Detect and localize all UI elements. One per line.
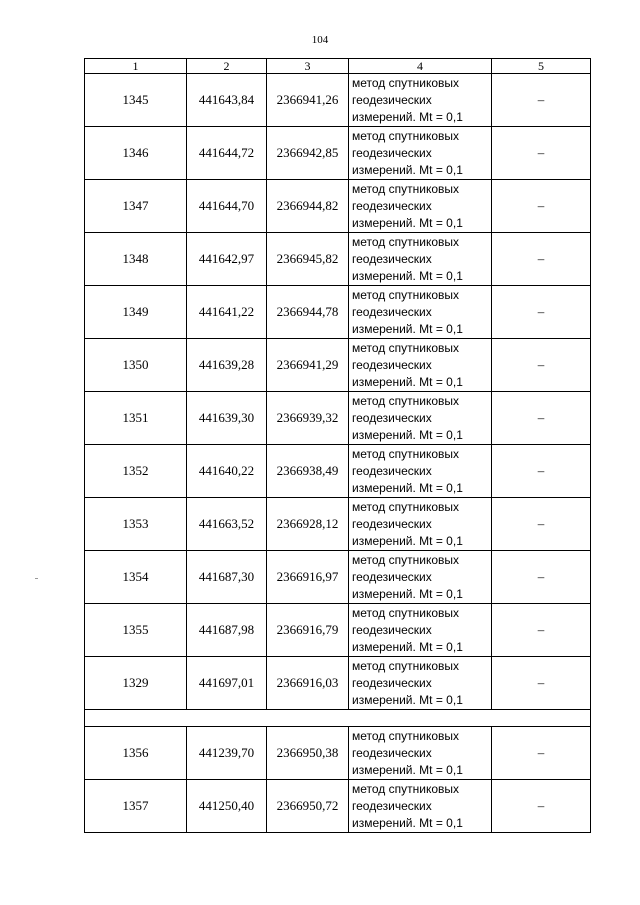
y-coordinate: 2366938,49 <box>267 445 349 498</box>
method-text-line: геодезических <box>352 745 432 760</box>
x-coordinate: 441643,84 <box>187 74 267 127</box>
y-coordinate: 2366944,82 <box>267 180 349 233</box>
method-text-line: геодезических <box>352 410 432 425</box>
method-text-line: измерений. Mt = 0,1 <box>352 639 463 654</box>
method-text-line: геодезических <box>352 251 432 266</box>
method-text-line: метод спутниковых <box>352 75 460 90</box>
method-text-line: метод спутниковых <box>352 552 460 567</box>
y-coordinate: 2366916,79 <box>267 604 349 657</box>
method-cell <box>349 127 492 180</box>
method-text-line: метод спутниковых <box>352 234 460 249</box>
method-cell <box>349 445 492 498</box>
x-coordinate: 441639,30 <box>187 392 267 445</box>
x-coordinate: 441663,52 <box>187 498 267 551</box>
page-number: 104 <box>311 34 329 46</box>
point-number: 1345 <box>85 74 187 127</box>
method-text-line: измерений. Mt = 0,1 <box>352 586 463 601</box>
method-text-line: измерений. Mt = 0,1 <box>352 215 463 230</box>
table-row <box>85 127 591 180</box>
column-header: 5 <box>492 59 591 74</box>
table-row <box>85 445 591 498</box>
column-header: 4 <box>349 59 492 74</box>
table-row <box>85 727 591 780</box>
method-cell <box>349 727 492 780</box>
note-cell: – <box>492 233 591 286</box>
method-text-line: геодезических <box>352 516 432 531</box>
x-coordinate: 441641,22 <box>187 286 267 339</box>
note-cell: – <box>492 339 591 392</box>
point-number: 1350 <box>85 339 187 392</box>
x-coordinate: 441644,72 <box>187 127 267 180</box>
method-text-line: метод спутниковых <box>352 128 460 143</box>
point-number: 1354 <box>85 551 187 604</box>
method-text-line: геодезических <box>352 304 432 319</box>
header-row <box>85 59 591 74</box>
method-cell <box>349 74 492 127</box>
method-text-line: геодезических <box>352 92 432 107</box>
method-text-line: метод спутниковых <box>352 181 460 196</box>
method-text-line: метод спутниковых <box>352 340 460 355</box>
table-row <box>85 604 591 657</box>
y-coordinate: 2366944,78 <box>267 286 349 339</box>
table-row <box>85 339 591 392</box>
point-number: 1352 <box>85 445 187 498</box>
method-text-line: геодезических <box>352 145 432 160</box>
method-cell <box>349 551 492 604</box>
point-number: 1356 <box>85 727 187 780</box>
note-cell: – <box>492 657 591 710</box>
x-coordinate: 441644,70 <box>187 180 267 233</box>
note-cell: – <box>492 727 591 780</box>
column-header: 2 <box>187 59 267 74</box>
method-cell <box>349 180 492 233</box>
table-row <box>85 498 591 551</box>
x-coordinate: 441697,01 <box>187 657 267 710</box>
method-cell <box>349 392 492 445</box>
method-text-line: измерений. Mt = 0,1 <box>352 815 463 830</box>
x-coordinate: 441687,98 <box>187 604 267 657</box>
note-cell: – <box>492 74 591 127</box>
y-coordinate: 2366939,32 <box>267 392 349 445</box>
point-number: 1353 <box>85 498 187 551</box>
method-text-line: метод спутниковых <box>352 781 460 796</box>
coordinates-table <box>84 58 591 833</box>
method-cell <box>349 286 492 339</box>
point-number: 1346 <box>85 127 187 180</box>
method-text-line: метод спутниковых <box>352 287 460 302</box>
table-row <box>85 657 591 710</box>
note-cell: – <box>492 127 591 180</box>
method-text-line: измерений. Mt = 0,1 <box>352 762 463 777</box>
point-number: 1349 <box>85 286 187 339</box>
method-cell <box>349 339 492 392</box>
table-row <box>85 780 591 833</box>
table-row <box>85 286 591 339</box>
table-row <box>85 392 591 445</box>
y-coordinate: 2366950,72 <box>267 780 349 833</box>
note-cell: – <box>492 392 591 445</box>
point-number: 1357 <box>85 780 187 833</box>
y-coordinate: 2366941,29 <box>267 339 349 392</box>
table-row <box>85 233 591 286</box>
note-cell: – <box>492 180 591 233</box>
method-cell <box>349 604 492 657</box>
method-text-line: измерений. Mt = 0,1 <box>352 321 463 336</box>
x-coordinate: 441639,28 <box>187 339 267 392</box>
note-cell: – <box>492 604 591 657</box>
x-coordinate: 441687,30 <box>187 551 267 604</box>
point-number: 1355 <box>85 604 187 657</box>
note-cell: – <box>492 780 591 833</box>
table-row <box>85 551 591 604</box>
method-cell <box>349 233 492 286</box>
method-text-line: метод спутниковых <box>352 446 460 461</box>
separator-cell <box>85 710 591 727</box>
column-header: 1 <box>85 59 187 74</box>
method-text-line: геодезических <box>352 675 432 690</box>
x-coordinate: 441239,70 <box>187 727 267 780</box>
method-text-line: геодезических <box>352 198 432 213</box>
method-text-line: метод спутниковых <box>352 605 460 620</box>
column-header: 3 <box>267 59 349 74</box>
point-number: 1348 <box>85 233 187 286</box>
note-cell: – <box>492 498 591 551</box>
method-text-line: геодезических <box>352 798 432 813</box>
method-text-line: геодезических <box>352 569 432 584</box>
separator-row <box>85 710 591 727</box>
point-number: 1347 <box>85 180 187 233</box>
x-coordinate: 441250,40 <box>187 780 267 833</box>
table-row <box>85 74 591 127</box>
note-cell: – <box>492 445 591 498</box>
method-text-line: метод спутниковых <box>352 658 460 673</box>
y-coordinate: 2366945,82 <box>267 233 349 286</box>
y-coordinate: 2366916,03 <box>267 657 349 710</box>
method-text-line: измерений. Mt = 0,1 <box>352 533 463 548</box>
y-coordinate: 2366942,85 <box>267 127 349 180</box>
method-text-line: измерений. Mt = 0,1 <box>352 162 463 177</box>
y-coordinate: 2366950,38 <box>267 727 349 780</box>
method-text-line: измерений. Mt = 0,1 <box>352 480 463 495</box>
point-number: 1351 <box>85 392 187 445</box>
note-cell: – <box>492 286 591 339</box>
table-row <box>85 180 591 233</box>
method-text-line: метод спутниковых <box>352 728 460 743</box>
method-text-line: измерений. Mt = 0,1 <box>352 109 463 124</box>
y-coordinate: 2366928,12 <box>267 498 349 551</box>
method-cell <box>349 780 492 833</box>
method-text-line: геодезических <box>352 622 432 637</box>
method-text-line: измерений. Mt = 0,1 <box>352 268 463 283</box>
point-number: 1329 <box>85 657 187 710</box>
method-cell <box>349 657 492 710</box>
scan-speck <box>35 578 38 579</box>
x-coordinate: 441642,97 <box>187 233 267 286</box>
method-text-line: метод спутниковых <box>352 393 460 408</box>
y-coordinate: 2366941,26 <box>267 74 349 127</box>
method-text-line: геодезических <box>352 357 432 372</box>
method-text-line: измерений. Mt = 0,1 <box>352 692 463 707</box>
x-coordinate: 441640,22 <box>187 445 267 498</box>
y-coordinate: 2366916,97 <box>267 551 349 604</box>
method-text-line: геодезических <box>352 463 432 478</box>
method-cell <box>349 498 492 551</box>
note-cell: – <box>492 551 591 604</box>
method-text-line: измерений. Mt = 0,1 <box>352 427 463 442</box>
method-text-line: измерений. Mt = 0,1 <box>352 374 463 389</box>
method-text-line: метод спутниковых <box>352 499 460 514</box>
